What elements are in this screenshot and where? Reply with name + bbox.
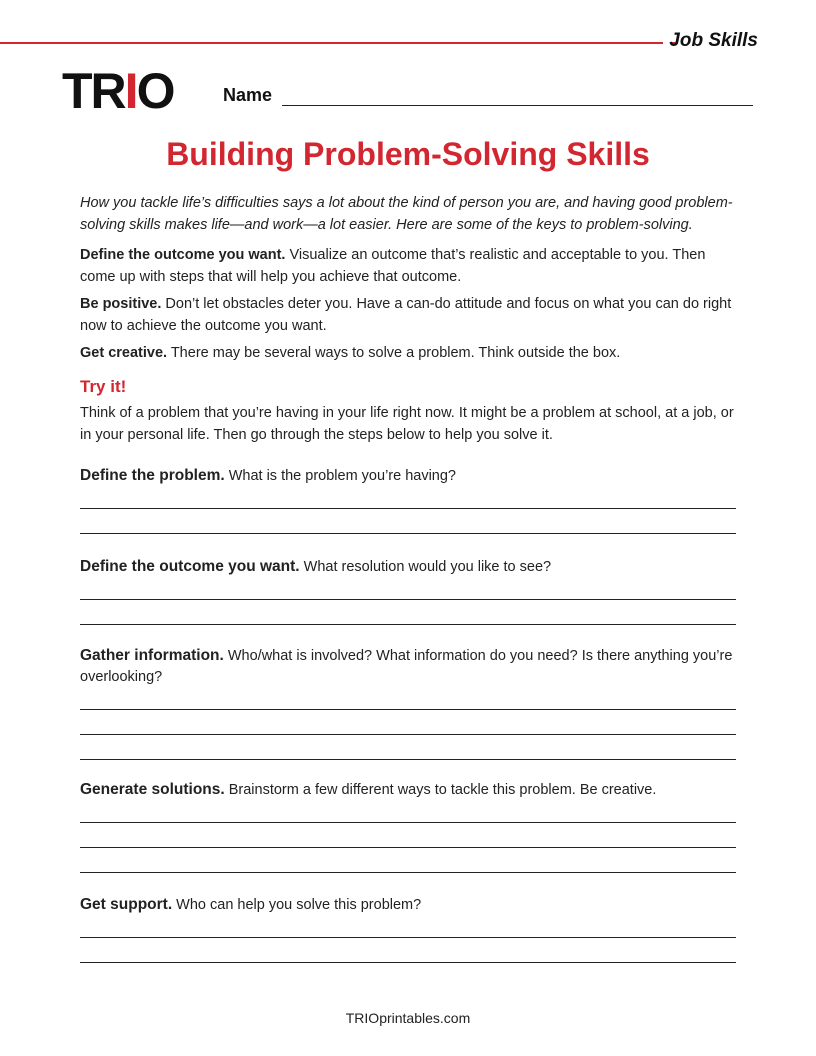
step-prompt: Brainstorm a few different ways to tackle this problem. Be creative. (224, 782, 657, 798)
writing-line[interactable] (80, 735, 736, 760)
step-heading: Generate solutions. (80, 781, 225, 798)
tip-item (80, 244, 736, 288)
tip-heading: Define the outcome you want. (80, 247, 286, 263)
tryit-text: Think of a problem that you’re having in your life right now. It might be a problem at school, at a job, or in your personal life. Then go through the steps below to help you solve it. (80, 405, 734, 443)
page-title: Building Problem-Solving Skills (166, 136, 650, 172)
logo-text-left: TR (62, 63, 125, 119)
category-label: Job Skills (669, 30, 758, 51)
writing-line[interactable] (80, 509, 736, 534)
writing-line[interactable] (80, 798, 736, 823)
logo-text-accent: I (124, 63, 137, 119)
footer-url: TRIOprintables.com (345, 1010, 471, 1026)
answer-lines-4 (80, 798, 736, 873)
logo-text-right: O (136, 63, 174, 119)
answer-lines-5 (80, 913, 736, 963)
name-label: Name (223, 85, 273, 105)
writing-line[interactable] (80, 848, 736, 873)
writing-line[interactable] (80, 913, 736, 938)
writing-line[interactable] (80, 484, 736, 509)
step-gather-information (80, 645, 736, 688)
step-prompt: Who/what is involved? What information do you need? Is there anything you’re overlooking? (80, 648, 733, 685)
answer-lines-2 (80, 575, 736, 625)
step-heading: Define the problem. (80, 467, 225, 484)
tip-text: Visualize an outcome that’s realistic and acceptable to you. Then come up with steps that will help you achieve that outcome. (80, 247, 706, 285)
tip-text: There may be several ways to solve a problem. Think outside the box. (167, 345, 621, 361)
writing-line[interactable] (80, 600, 736, 625)
step-prompt: Who can help you solve this problem? (172, 897, 422, 913)
header-rule (0, 42, 663, 44)
tip-heading: Be positive. (80, 296, 162, 312)
step-prompt: What is the problem you’re having? (224, 468, 457, 484)
answer-lines-3 (80, 685, 736, 760)
intro-section (80, 192, 736, 446)
tryit-heading: Try it! (80, 377, 127, 396)
answer-lines-1 (80, 484, 736, 534)
intro-text: How you tackle life’s difficulties says a lot about the kind of person you are, and having good problem-solving skills makes life—and work—a lot easier. Here are some of the keys to problem-solving. (80, 195, 733, 233)
writing-line[interactable] (80, 685, 736, 710)
tip-heading: Get creative. (80, 345, 168, 361)
tip-item (80, 293, 736, 337)
writing-line[interactable] (80, 823, 736, 848)
writing-line[interactable] (80, 575, 736, 600)
tip-text: Don’t let obstacles deter you. Have a can-do attitude and focus on what you can do right now to achieve the outcome you want. (80, 296, 732, 334)
tip-item (80, 342, 736, 364)
name-input-line[interactable] (282, 87, 753, 106)
step-heading: Define the outcome you want. (80, 558, 300, 575)
step-heading: Gather information. (80, 647, 224, 664)
writing-line[interactable] (80, 938, 736, 963)
trio-logo (62, 63, 174, 119)
step-heading: Get support. (80, 896, 173, 913)
name-field (223, 82, 753, 106)
writing-line[interactable] (80, 710, 736, 735)
step-prompt: What resolution would you like to see? (299, 559, 552, 575)
